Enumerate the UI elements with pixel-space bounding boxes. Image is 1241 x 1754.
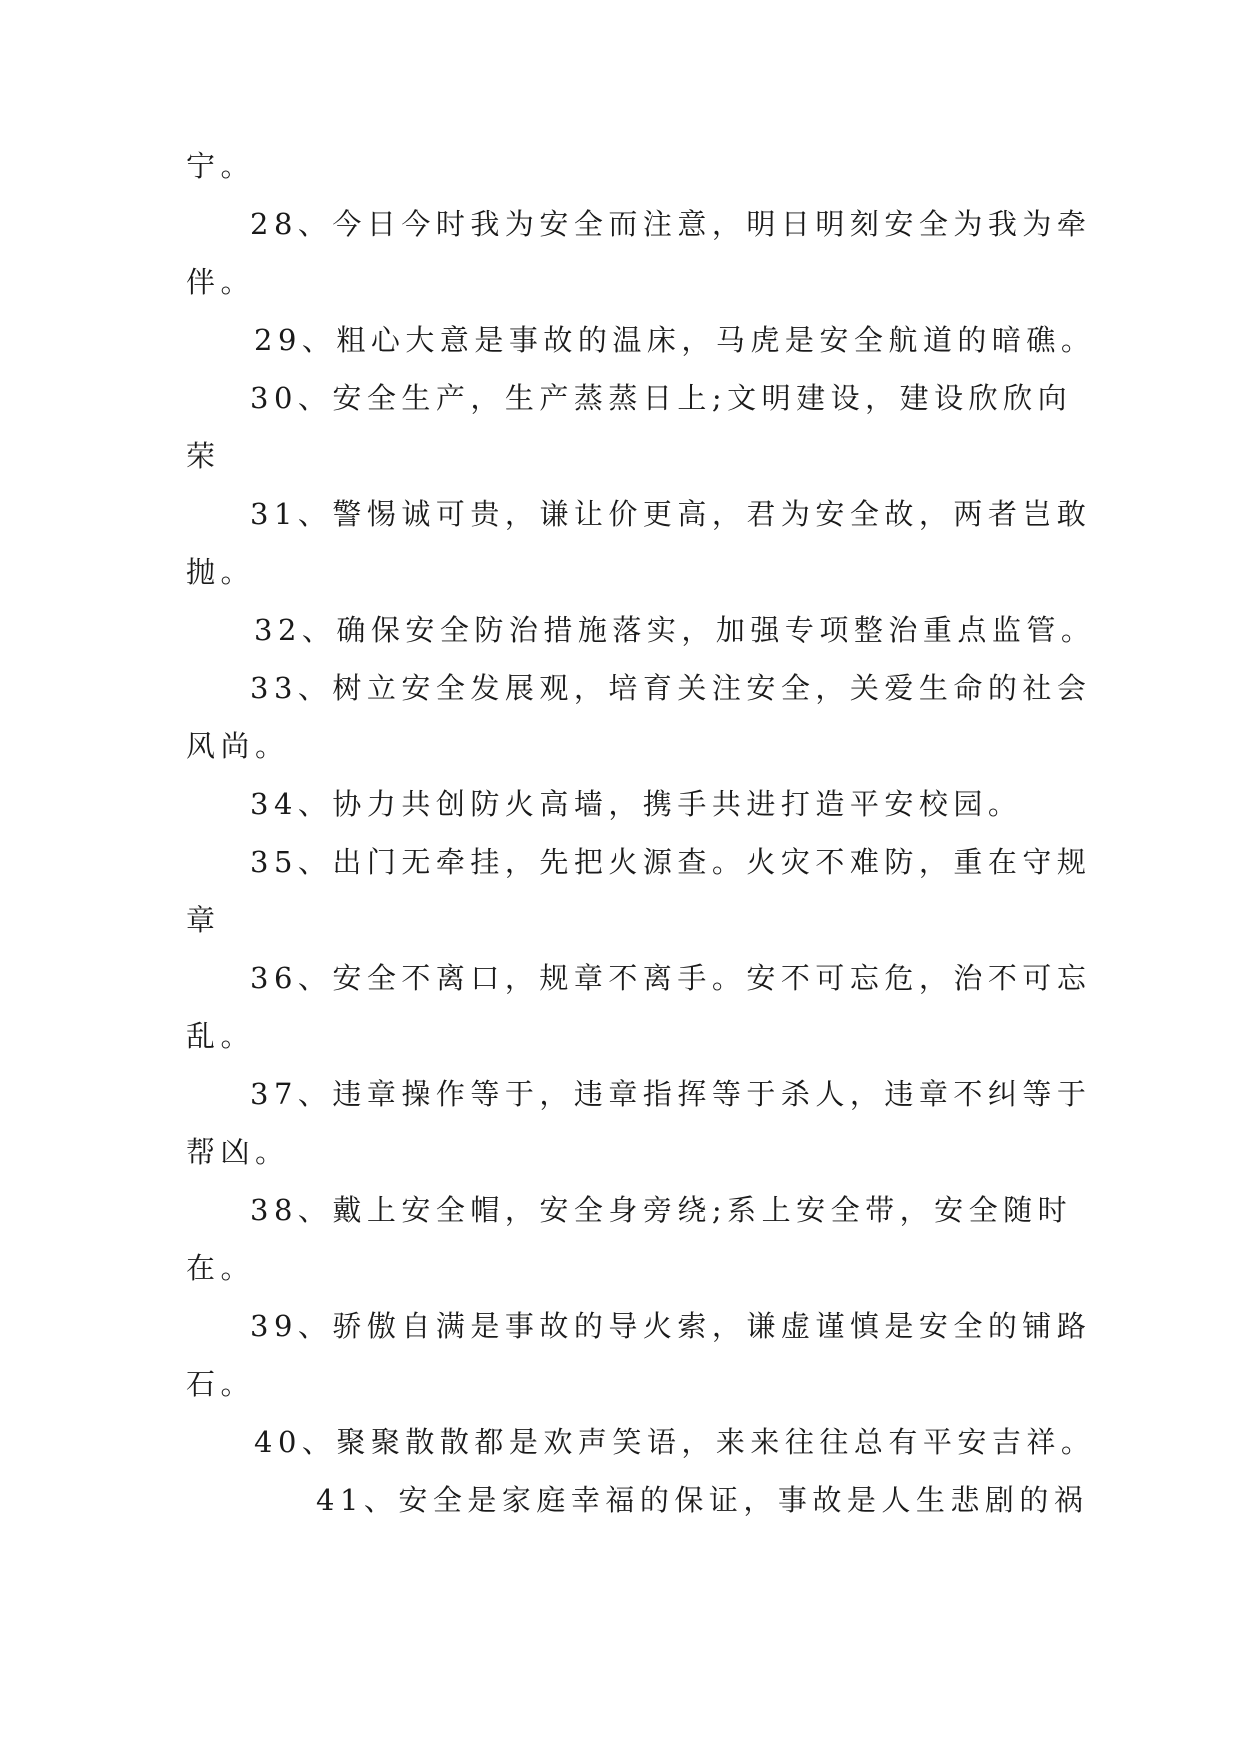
slogan-41: 41、安全是家庭幸福的保证，事故是人生悲剧的祸	[316, 1483, 1089, 1517]
text-line-22: 石。	[186, 1367, 256, 1401]
slogan-34: 34、协力共创防火高墙，携手共进打造平安校园。	[250, 787, 1023, 821]
text-line-3: 伴。	[186, 265, 256, 299]
slogan-29: 29、粗心大意是事故的温床，马虎是安全航道的暗礁。	[254, 323, 1096, 357]
text-line-20: 在。	[186, 1251, 256, 1285]
slogan-28: 28、今日今时我为安全而注意，明日明刻安全为我为牵	[250, 207, 1092, 241]
text-line-8: 抛。	[186, 555, 256, 589]
slogan-39: 39、骄傲自满是事故的导火索，谦虚谨慎是安全的铺路	[250, 1309, 1092, 1343]
text-line-1: 宁。	[186, 149, 256, 183]
slogan-33: 33、树立安全发展观，培育关注安全，关爱生命的社会	[250, 671, 1092, 705]
slogan-40: 40、聚聚散散都是欢声笑语，来来往往总有平安吉祥。	[254, 1425, 1096, 1459]
slogan-31: 31、警惕诚可贵，谦让价更高，君为安全故，两者岂敢	[250, 497, 1092, 531]
slogan-36: 36、安全不离口，规章不离手。安不可忘危，治不可忘	[250, 961, 1092, 995]
text-line-18: 帮凶。	[186, 1135, 290, 1169]
slogan-38: 38、戴上安全帽，安全身旁绕;系上安全带，安全随时	[250, 1193, 1073, 1227]
slogan-32: 32、确保安全防治措施落实，加强专项整治重点监管。	[254, 613, 1096, 647]
text-line-14: 章	[186, 903, 221, 937]
text-line-11: 风尚。	[186, 729, 290, 763]
text-line-16: 乱。	[186, 1019, 256, 1053]
slogan-35: 35、出门无牵挂，先把火源查。火灾不难防，重在守规	[250, 845, 1092, 879]
slogan-37: 37、违章操作等于，违章指挥等于杀人，违章不纠等于	[250, 1077, 1092, 1111]
text-line-6: 荣	[186, 439, 221, 473]
slogan-30: 30、安全生产，生产蒸蒸日上;文明建设，建设欣欣向	[250, 381, 1073, 415]
